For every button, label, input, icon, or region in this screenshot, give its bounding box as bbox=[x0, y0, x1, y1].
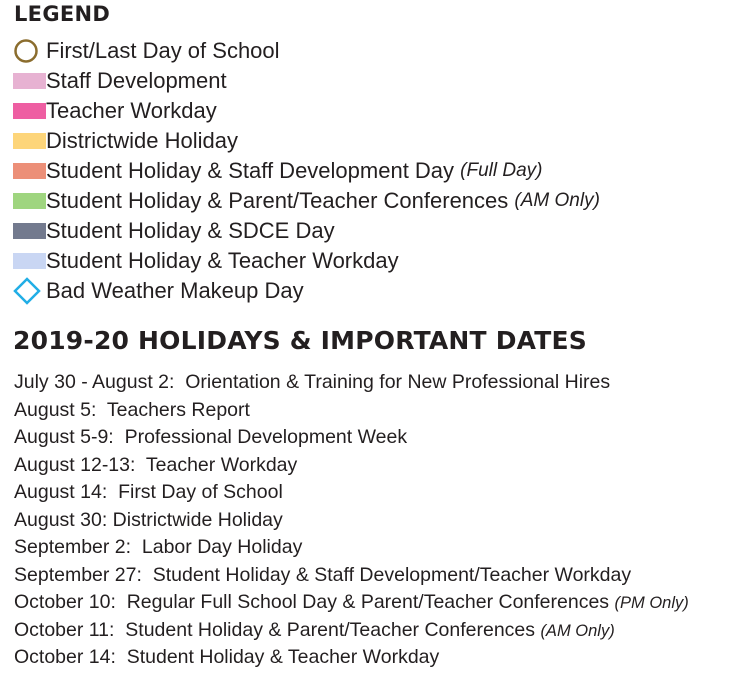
legend-item bbox=[12, 276, 600, 306]
color-swatch bbox=[12, 126, 46, 156]
legend-item bbox=[12, 126, 600, 156]
legend-item-label: First/Last Day of School bbox=[46, 38, 280, 63]
diamond-outline-icon bbox=[12, 276, 46, 306]
date-row-text: August 5-9: Professional Development Week bbox=[14, 426, 408, 448]
color-swatch-fill bbox=[13, 133, 46, 149]
legend-list bbox=[12, 36, 600, 306]
legend-item-label: Student Holiday & Staff Development Day bbox=[46, 158, 455, 183]
color-swatch-fill bbox=[13, 253, 46, 269]
date-row-qualifier: (AM Only) bbox=[540, 621, 615, 640]
date-row bbox=[14, 507, 689, 535]
legend-item-label: Student Holiday & Teacher Workday bbox=[46, 248, 399, 273]
date-row bbox=[14, 479, 689, 507]
date-row-text: October 14: Student Holiday & Teacher Workday bbox=[14, 646, 440, 668]
legend-item-label: Staff Development bbox=[46, 68, 227, 93]
date-row bbox=[14, 534, 689, 562]
legend-title: LEGEND bbox=[14, 2, 111, 26]
date-row-qualifier: (PM Only) bbox=[614, 594, 689, 612]
date-row-text: October 10: Regular Full School Day & Parent/Teacher Conferences bbox=[14, 591, 610, 613]
legend-item-label: Teacher Workday bbox=[46, 98, 217, 123]
color-swatch bbox=[12, 96, 46, 126]
legend-item-label: Bad Weather Makeup Day bbox=[46, 278, 304, 303]
date-row-text: September 27: Student Holiday & Staff Development/Teacher Workday bbox=[14, 563, 632, 586]
color-swatch bbox=[12, 156, 46, 186]
date-row bbox=[14, 369, 689, 397]
legend-item bbox=[12, 246, 600, 276]
date-row bbox=[14, 424, 689, 452]
legend-item-label: Student Holiday & Parent/Teacher Conferences bbox=[46, 188, 509, 213]
date-row-text: August 12-13: Teacher Workday bbox=[14, 453, 298, 476]
color-swatch-fill bbox=[13, 103, 46, 119]
color-swatch bbox=[12, 186, 46, 216]
legend-item bbox=[12, 96, 600, 126]
date-row-text: August 14: First Day of School bbox=[14, 481, 283, 503]
legend-item bbox=[12, 186, 600, 216]
legend-item-qualifier: (Full Day) bbox=[460, 160, 543, 181]
date-row bbox=[14, 617, 689, 645]
date-row-text: August 30: Districtwide Holiday bbox=[14, 508, 283, 531]
legend-item bbox=[12, 216, 600, 246]
legend-item bbox=[12, 36, 600, 66]
date-row-text: October 11: Student Holiday & Parent/Teacher Conferences bbox=[14, 618, 536, 641]
color-swatch-fill bbox=[13, 73, 46, 89]
dates-list bbox=[14, 369, 689, 672]
date-row bbox=[14, 644, 689, 672]
date-row-text: July 30 - August 2: Orientation & Training for New Professional Hires bbox=[14, 371, 611, 393]
color-swatch-fill bbox=[13, 193, 46, 209]
date-row bbox=[14, 397, 689, 425]
color-swatch-fill bbox=[13, 163, 46, 179]
color-swatch bbox=[12, 216, 46, 246]
legend-item bbox=[12, 66, 600, 96]
date-row bbox=[14, 589, 689, 617]
legend-item-label: Student Holiday & SDCE Day bbox=[46, 218, 335, 243]
date-row bbox=[14, 452, 689, 480]
dates-title: 2019-20 HOLIDAYS & IMPORTANT DATES bbox=[13, 326, 587, 355]
legend-item-qualifier: (AM Only) bbox=[514, 190, 600, 211]
date-row-text: August 5: Teachers Report bbox=[14, 398, 250, 421]
circle-outline-icon bbox=[12, 36, 46, 66]
color-swatch bbox=[12, 246, 46, 276]
color-swatch bbox=[12, 66, 46, 96]
date-row bbox=[14, 562, 689, 590]
legend-item bbox=[12, 156, 600, 186]
legend-item-label: Districtwide Holiday bbox=[46, 128, 238, 153]
color-swatch-fill bbox=[13, 223, 46, 239]
date-row-text: September 2: Labor Day Holiday bbox=[14, 536, 303, 558]
